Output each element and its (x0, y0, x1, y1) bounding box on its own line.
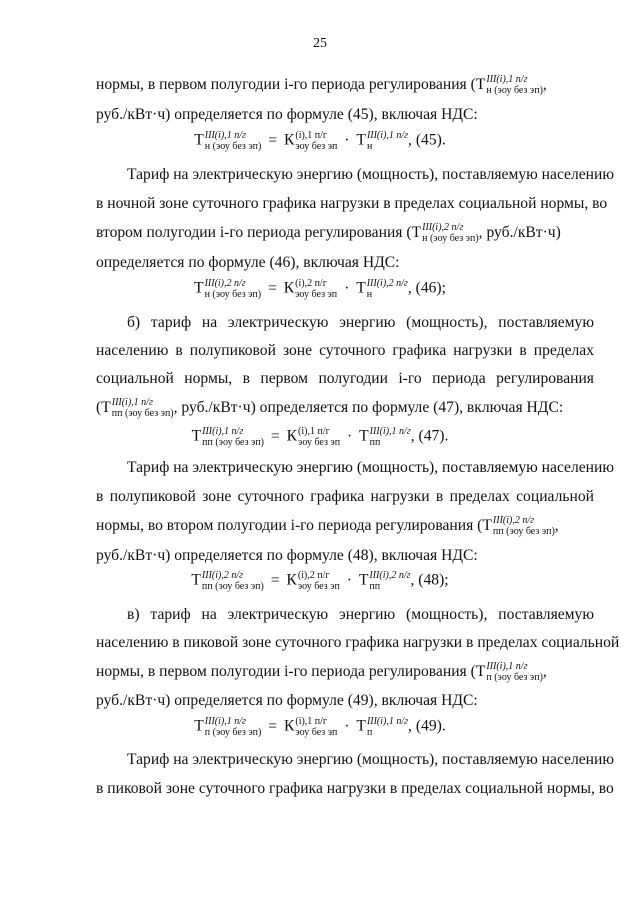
text-line: руб./кВт·ч) определяется по формуле (48), включая НДС: (96, 547, 478, 564)
text-line: в) тариф на электрическую энергию (мощность), поставляемую (127, 606, 594, 623)
page-number: 25 (313, 36, 327, 51)
formula-48: Т III(i),2 п/г пп (эоу без эп) = К (i),2 п/г эоу без эп · Т III(i),2 п/г пп , (48); (191, 570, 449, 592)
text-line: Тариф на электрическую энергию (мощность), поставляемую населению (127, 751, 615, 768)
text-line: населению в пиковой зоне суточного графика нагрузки в пределах социальной (96, 634, 620, 651)
text-line: в пиковой зоне суточного графика нагрузки в пределах социальной нормы, во (96, 780, 614, 797)
text-line: социальной нормы, в первом полугодии i-го периода регулирования (96, 370, 594, 387)
text-line-body: нормы, в первом полугодии i-го периода регулирования (96, 76, 467, 93)
text-line: в полупиковой зоне суточного графика нагрузки в пределах социальной (96, 488, 594, 505)
inline-tariff-symbol: (Т III(i),1 п/г н (эоу без эп) , (470, 74, 547, 97)
inline-tariff-symbol: (Т III(i),1 п/г п (эоу без эп) , (470, 661, 547, 684)
text-line: руб./кВт·ч) определяется по формуле (45), включая НДС: (96, 106, 478, 123)
inline-tariff-symbol: (Т III(i),2 п/г пп (эоу без эп) , (477, 515, 559, 538)
text-line: Тариф на электрическую энергию (мощность), поставляемую населению (127, 166, 615, 183)
formula-49: Т III(i),1 п/г п (эоу без эп) = К (i),1 п/г эоу без эп · Т III(i),1 п/г п , (49). (194, 716, 446, 738)
text-line: определяется по формуле (46), включая НДС: (96, 254, 400, 271)
text-line: нормы, во втором полугодии i-го периода регулирования (Т III(i),2 п/г пп (эоу без эп) , (96, 515, 559, 538)
text-line (96, 74, 594, 96)
text-line: втором полугодии i-го периода регулирования (Т III(i),2 п/г н (эоу без эп) , руб./кВт·ч) (96, 222, 561, 245)
text-line: б) тариф на электрическую энергию (мощность), поставляемую (127, 314, 594, 331)
text-line: (Т III(i),1 п/г пп (эоу без эп) , руб./кВт·ч) определяется по формуле (47), включая НДС: (96, 397, 564, 420)
text-line: руб./кВт·ч) определяется по формуле (49), включая НДС: (96, 692, 478, 709)
text-line: населению в полупиковой зоне суточного графика нагрузки в пределах (96, 342, 594, 359)
formula-47: Т III(i),1 п/г пп (эоу без эп) = К (i),1 п/г эоу без эп · Т III(i),1 п/г пп , (47). (191, 426, 449, 448)
formula-45: Т III(i),1 п/г н (эоу без эп) = К (i),1 п/г эоу без эп · Т III(i),1 п/г н , (45). (194, 130, 446, 152)
formula-46: Т III(i),2 п/г н (эоу без эп) = К (i),2 п/г эоу без эп · Т III(i),2 п/г н , (46); (194, 278, 446, 300)
text-line: Тариф на электрическую энергию (мощность), поставляемую населению (127, 459, 615, 476)
inline-tariff-symbol: (Т III(i),1 п/г пп (эоу без эп) (96, 397, 174, 420)
text-line: нормы, в первом полугодии i-го периода регулирования (Т III(i),1 п/г п (эоу без эп) , (96, 661, 547, 684)
text-line: в ночной зоне суточного графика нагрузки в пределах социальной нормы, во (96, 195, 608, 212)
inline-tariff-symbol: (Т III(i),2 п/г н (эоу без эп) , (406, 222, 483, 245)
